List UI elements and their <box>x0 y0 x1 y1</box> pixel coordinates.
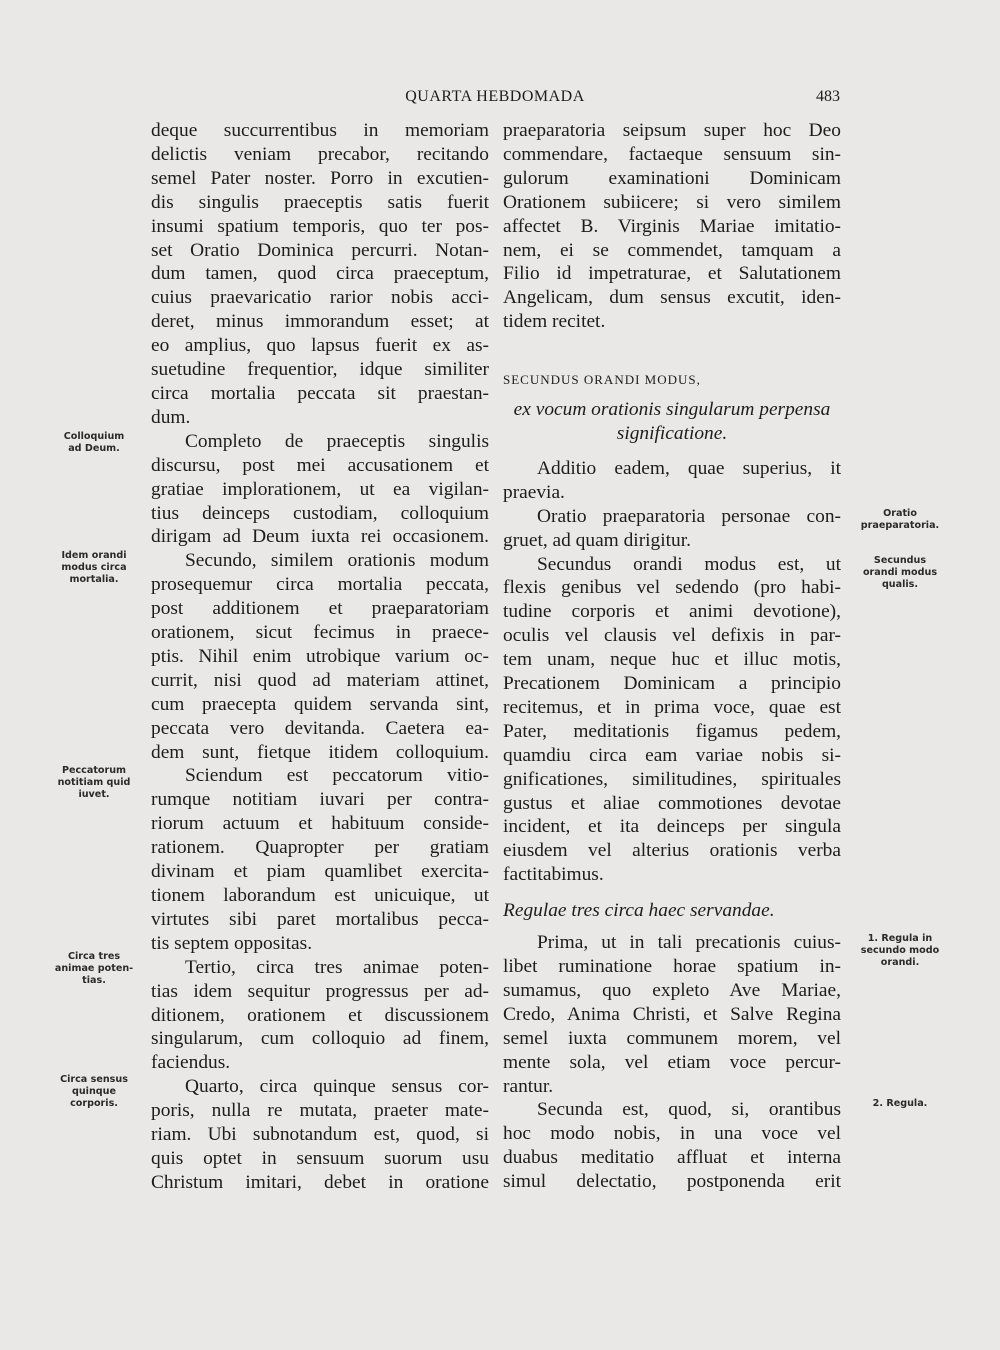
text-line: flexis genibus vel sedendo (pro habi- <box>503 577 841 599</box>
text-line: eo amplius, quo lapsus fuerit ex as- <box>151 335 489 357</box>
paragraph <box>151 956 489 1076</box>
text-line: suetudine frequentior, idque similiter <box>151 359 489 381</box>
text-line: libet ruminatione horae spatium in- <box>503 956 841 977</box>
margin-note <box>48 431 140 455</box>
note-line: qualis. <box>881 579 919 590</box>
page-number: 483 <box>816 88 840 105</box>
note-line: praeparatoria. <box>860 520 940 531</box>
text-line: gruet, ad quam dirigitur. <box>503 529 691 551</box>
paragraph <box>151 764 489 955</box>
text-line: significatione. <box>616 422 728 444</box>
rules-heading: Regulae tres circa haec servandae. <box>503 900 775 922</box>
paragraph <box>503 119 841 334</box>
note-line: corporis. <box>70 1098 118 1109</box>
text-line: dum. <box>151 406 191 428</box>
text-line: discursu, post mei accusationem et <box>151 454 489 476</box>
margin-note <box>48 765 140 801</box>
note-line: Peccatorum <box>61 765 127 776</box>
text-line: tionem laborandum est unicuique, ut <box>151 885 489 906</box>
text-line: gratiae implorationem, ut ea vigilan- <box>151 478 489 500</box>
text-line: hoc modo nobis, in una voce vel <box>503 1123 841 1145</box>
text-line: peccata vero devitanda. Caetera ea- <box>151 717 489 739</box>
text-line: deret, minus immorandum esset; at <box>151 311 489 333</box>
text-line: circa mortalia peccata sit praestan- <box>151 382 489 404</box>
text-line: tias idem sequitur progressus per ad- <box>151 980 489 1002</box>
text-line: dem sunt, fietque itidem colloquium. <box>151 741 489 763</box>
note-line: animae poten- <box>54 963 134 974</box>
text-line: simul delectatio, postponenda erit <box>503 1171 841 1193</box>
note-line: Idem orandi <box>61 550 127 561</box>
paragraph <box>151 119 489 430</box>
text-line: tius deinceps custodiam, colloquium <box>151 502 489 524</box>
text-line: deque succurrentibus in memoriam <box>151 120 489 141</box>
paragraph <box>151 1075 489 1195</box>
text-line: post additionem et praeparatoriam <box>151 598 489 620</box>
text-line: Precationem Dominicam a principio <box>503 673 841 695</box>
text-line: rationem. Quapropter per gratiam <box>151 837 489 859</box>
text-line: Secundus orandi modus est, ut <box>537 553 841 575</box>
text-line: tem unam, neque huc et illuc motis, <box>503 649 841 671</box>
margin-note <box>48 550 140 586</box>
text-line: Credo, Anima Christi, et Salve Regina <box>503 1003 841 1025</box>
text-line: dis singulis praeceptis satis fuerit <box>151 191 489 213</box>
text-line: prosequemur circa mortalia peccata, <box>151 574 489 596</box>
text-line: currit, nisi quod ad materiam attinet, <box>151 669 489 691</box>
text-line: tis septem oppositas. <box>151 932 313 954</box>
text-line: singularum, cum colloquio ad finem, <box>151 1028 489 1050</box>
text-line: riam. Ubi subnotandum est, quod, si <box>151 1124 489 1146</box>
text-line: tidem recitet. <box>503 311 606 333</box>
text-line: dirigam ad Deum iuxta rei occasionem. <box>151 526 489 548</box>
text-line: Tertio, circa tres animae poten- <box>185 956 489 978</box>
running-header <box>150 88 840 112</box>
note-line: Colloquium <box>63 431 125 442</box>
text-line: Angelicam, dum sensus excutit, iden- <box>503 287 841 309</box>
text-line: Prima, ut in tali precationis cuius- <box>537 932 841 954</box>
running-title: QUARTA HEBDOMADA <box>405 88 585 105</box>
note-line: Secundus <box>873 555 927 566</box>
text-line: praeparatoria seipsum super hoc Deo <box>503 120 841 141</box>
note-line: ad Deum. <box>68 443 120 454</box>
text-line: delictis veniam precabor, recitando <box>151 143 489 165</box>
note-line: orandi. <box>880 957 920 968</box>
text-line: riorum actuum et habituum conside- <box>151 813 489 835</box>
text-line: semel iuxta communem morem, vel <box>503 1027 841 1049</box>
text-line: insumi spatium temporis, quo ter pos- <box>151 215 489 237</box>
text-line: quamdiu circa eam variae nobis si- <box>503 744 841 766</box>
note-line: Oratio <box>883 508 917 519</box>
note-line: modus circa <box>61 562 127 573</box>
note-line: orandi modus <box>862 567 938 578</box>
text-line: gnificationes, similitudines, spirituales <box>503 768 841 790</box>
text-line: tudine corporis et animi devotione), <box>503 601 841 623</box>
text-line: Christum imitari, debet in oratione <box>151 1171 489 1193</box>
text-line: cum praecepta quidem servanda sint, <box>151 693 489 715</box>
text-line: virtutes sibi paret mortalibus pecca- <box>151 908 489 930</box>
text-line: nem, ei se commendet, tamquam a <box>503 239 841 261</box>
text-line: Sciendum est peccatorum vitio- <box>185 765 489 787</box>
text-line: duabus meditatio affluat et interna <box>503 1147 841 1169</box>
text-line: commendare, factaeque sensuum sin- <box>503 143 841 165</box>
margin-note <box>852 508 948 532</box>
text-line: gustus et aliae commotiones devotae <box>503 792 841 814</box>
right-column <box>503 119 841 1194</box>
text-line: ptis. Nihil enim utrobique varium oc- <box>151 645 489 667</box>
note-line: quinque <box>71 1086 117 1097</box>
text-line: poris, nulla re mutata, praeter mate- <box>151 1100 489 1122</box>
text-line: Pater, meditationis figamus pedem, <box>503 720 841 742</box>
note-line: notitiam quid <box>57 777 131 788</box>
note-line: 1. Regula in <box>867 933 933 944</box>
text-line: gulorum examinationi Dominicam <box>503 167 841 189</box>
paragraph <box>503 505 841 553</box>
note-line: 2. Regula. <box>872 1098 928 1109</box>
text-line: affectet B. Virginis Mariae imitatio- <box>503 215 841 237</box>
text-line: factitabimus. <box>503 864 604 886</box>
text-line: faciendus. <box>151 1052 231 1074</box>
note-line: Circa sensus <box>60 1074 128 1085</box>
margin-note <box>852 933 948 969</box>
text-line: ditionem, orationem et discussionem <box>151 1004 489 1026</box>
text-line: sumamus, quo expleto Ave Mariae, <box>503 979 841 1001</box>
paragraph <box>503 553 841 888</box>
paragraph <box>151 430 489 550</box>
text-line: rantur. <box>503 1075 554 1097</box>
text-line: cuius praevaricatio rarior nobis acci- <box>151 287 489 309</box>
paragraph <box>503 931 841 1098</box>
section-heading: SECUNDUS ORANDI MODUS, <box>503 372 701 388</box>
note-line: Circa tres <box>67 951 121 962</box>
text-line: Secunda est, quod, si, orantibus <box>537 1099 841 1121</box>
paragraph <box>151 549 489 764</box>
text-line: recitemus, et in prima voce, quae est <box>503 696 841 718</box>
text-line: set Oratio Dominica percurri. Notan- <box>151 239 489 261</box>
text-line: quis optet in sensuum suorum usu <box>151 1147 489 1169</box>
text-line: Quarto, circa quinque sensus cor- <box>185 1076 489 1098</box>
text-line: ex vocum orationis singularum perpensa <box>513 399 831 421</box>
text-line: praevia. <box>503 481 565 503</box>
text-line: incident, et ita deinceps per singula <box>503 816 841 838</box>
text-line: Additio eadem, quae superius, it <box>537 457 841 479</box>
text-line: Oratio praeparatoria personae con- <box>537 505 841 527</box>
text-line: semel Pater noster. Porro in excutien- <box>151 167 489 189</box>
text-line: Completo de praeceptis singulis <box>185 430 489 452</box>
margin-note <box>852 555 948 591</box>
text-line: Orationem subiicere; si vero similem <box>503 191 841 213</box>
text-line: Secundo, similem orationis modum <box>185 550 489 572</box>
paragraph <box>503 1098 841 1194</box>
left-column <box>151 119 489 1195</box>
note-line: secundo modo <box>860 945 940 956</box>
text-line: rumque notitiam iuvari per contra- <box>151 789 489 811</box>
text-line: divinam et piam quamlibet exercita- <box>151 861 489 883</box>
paragraph <box>503 457 841 505</box>
section-subheading <box>503 398 841 446</box>
note-line: mortalia. <box>69 574 119 585</box>
text-line: eiusdem vel alterius orationis verba <box>503 840 841 862</box>
text-line: mente sola, vel etiam voce percur- <box>503 1051 841 1073</box>
note-line: iuvet. <box>78 789 110 800</box>
note-line: tias. <box>82 975 106 986</box>
text-line: dum tamen, quod circa praeceptum, <box>151 263 489 285</box>
margin-note <box>48 1074 140 1110</box>
text-line: oculis vel clausis vel defixis in par- <box>503 625 841 647</box>
margin-note <box>852 1098 948 1110</box>
text-line: Filio id impetraturae, et Salutationem <box>503 263 841 285</box>
margin-note <box>48 951 140 987</box>
text-line: orationem, sicut fecimus in praece- <box>151 622 489 644</box>
